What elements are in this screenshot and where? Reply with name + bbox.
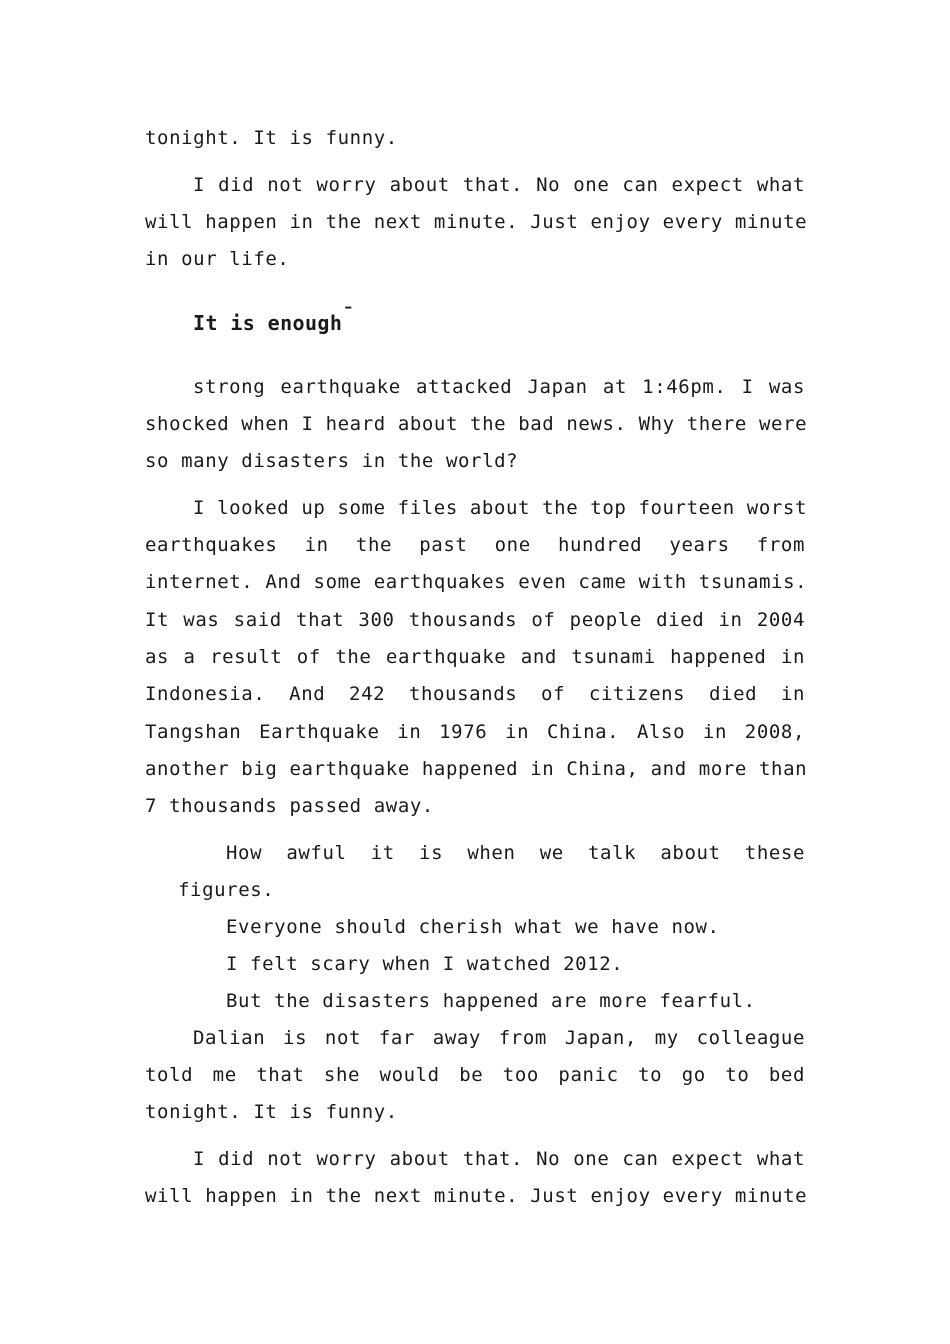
text-line: strong earthquake attacked Japan at 1:46pm. I was	[193, 376, 805, 398]
text-line: Indonesia. And 242 thousands of citizens died in	[145, 683, 805, 705]
text-line: How awful it is when we talk about these	[226, 842, 805, 864]
text-line: But the disasters happened are more fearful.	[226, 990, 756, 1012]
text-line: will happen in the next minute. Just enjoy every minute	[145, 211, 808, 233]
text-line: 7 thousands passed away.	[145, 795, 434, 817]
text-line: Everyone should cherish what we have now.	[226, 916, 720, 938]
section-heading	[193, 303, 355, 336]
text-line: will happen in the next minute. Just enjoy every minute	[145, 1185, 808, 1207]
text-line: I did not worry about that. No one can expect what	[193, 1148, 805, 1170]
text-line: Dalian is not far away from Japan, my colleague	[193, 1027, 805, 1049]
text-line: another big earthquake happened in China, and more than	[145, 758, 808, 780]
text-line: I looked up some files about the top fourteen worst	[193, 497, 807, 519]
heading-text: It is enough	[193, 311, 343, 335]
text-line: tonight. It is funny.	[145, 127, 398, 149]
text-line: It was said that 300 thousands of people died in 2004	[145, 609, 805, 631]
text-line: tonight. It is funny.	[145, 1101, 398, 1123]
text-line: as a result of the earthquake and tsunami happened in	[145, 646, 805, 668]
text-line: I felt scary when I watched 2012.	[226, 953, 624, 975]
text-line: I did not worry about that. No one can expect what	[193, 174, 805, 196]
text-line: internet. And some earthquakes even came with tsunamis.	[145, 571, 808, 593]
text-line: in our life.	[145, 248, 290, 270]
text-line: shocked when I heard about the bad news. Why there were	[145, 413, 808, 435]
text-line: Tangshan Earthquake in 1976 in China. Also in 2008,	[145, 721, 805, 743]
text-line: earthquakes in the past one hundred years from	[145, 534, 805, 556]
text-line: figures.	[178, 879, 275, 901]
text-line: so many disasters in the world?	[145, 450, 519, 472]
heading-mark: ¯	[342, 303, 355, 327]
text-line: told me that she would be too panic to go to bed	[145, 1064, 805, 1086]
